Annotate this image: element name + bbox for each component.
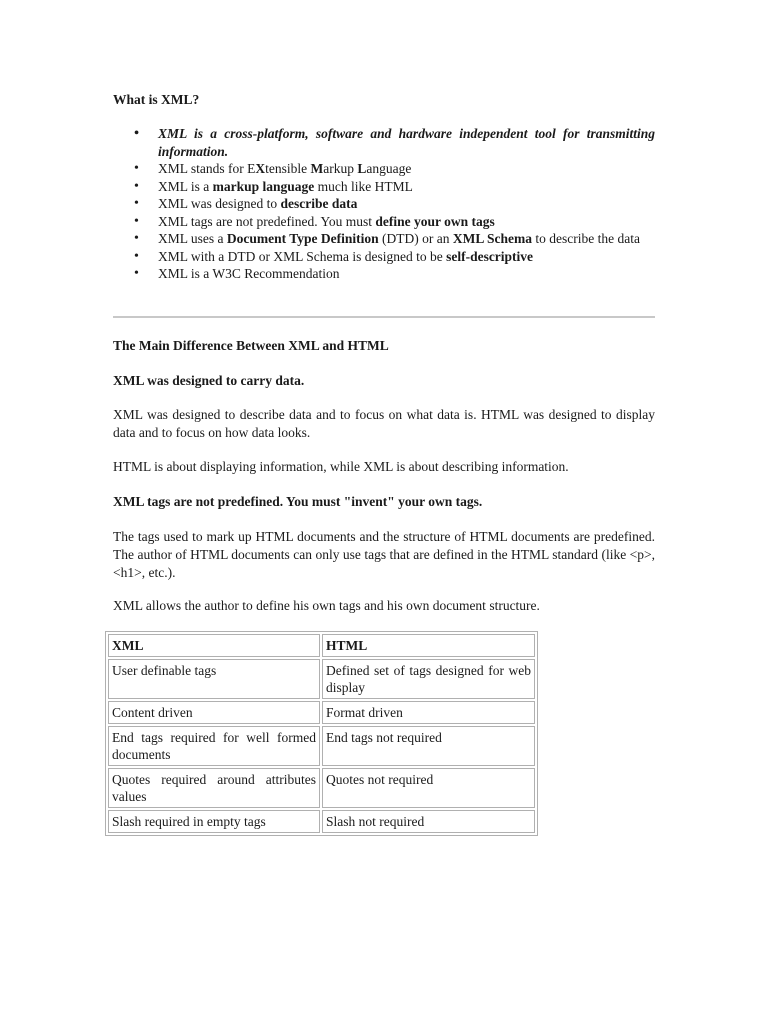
bullet-bold: M [310,161,324,176]
list-item [113,213,655,231]
table-row [108,810,535,833]
list-item [113,160,655,178]
bullet-text: arkup [323,161,358,176]
bullet-text: tensible [265,161,311,176]
section-heading-main-difference: The Main Difference Between XML and HTML [113,338,389,353]
table-cell: Slash not required [322,810,535,833]
list-item [113,125,655,160]
list-item [113,265,655,283]
table-cell: Quotes required around attributes values [108,768,320,808]
table-header-cell: XML [108,634,320,657]
bullet-bold: describe data [280,196,358,211]
list-item [113,230,655,248]
list-item [113,248,655,266]
table-row [108,768,535,808]
bullet-text: (DTD) or an [378,231,453,246]
bullet-bold: L [357,161,367,176]
table-header-row [108,634,535,657]
bullet-text: XML is a W3C Recommendation [158,266,340,281]
table-cell: Format driven [322,701,535,724]
table-header-cell: HTML [322,634,535,657]
comparison-table [105,631,538,836]
bullet-text: XML tags are not predefined. You must [158,213,376,229]
table-cell: End tags not required [322,726,535,766]
paragraph: XML allows the author to define his own tags and his own document structure. [113,598,540,613]
table-cell: User definable tags [108,659,320,699]
bullet-text: to describe the data [531,231,640,246]
bullet-text: XML was designed to [158,196,281,211]
table-cell: Slash required in empty tags [108,810,320,833]
list-item [113,195,655,213]
table-cell: Defined set of tags designed for web display [322,659,535,699]
table-cell: Quotes not required [322,768,535,808]
bullet-bold: X [255,161,266,176]
bullet-bold: define your own tags [375,213,495,229]
paragraph: HTML is about displaying information, while XML is about describing information. [113,459,569,474]
subheading-carry-data: XML was designed to carry data. [113,373,305,388]
bullet-text: XML is a cross-platform, software and hardware independent tool for transmitting information. [158,126,655,159]
bullet-text: anguage [366,161,412,176]
bullet-text: XML stands for E [158,161,256,176]
horizontal-divider [113,316,655,318]
paragraph: The tags used to mark up HTML documents and the structure of HTML documents are predefined. The author of HTML documents can only use tags that are defined in the HTML standard (like <p>, <h1>, etc.). [113,529,655,580]
paragraph: XML was designed to describe data and to focus on what data is. HTML was designed to display data and to focus on how data looks. [113,407,655,440]
bullet-bold: Document Type Definition [226,231,379,246]
table-row [108,726,535,766]
subheading-invent-tags: XML tags are not predefined. You must "invent" your own tags. [113,494,483,509]
table-cell: Content driven [108,701,320,724]
table-cell: End tags required for well formed documents [108,726,320,766]
list-item [113,178,655,196]
table-row [108,701,535,724]
bullet-text: XML is a [158,178,213,194]
bullet-bold: markup language [212,178,315,194]
bullet-text: much like HTML [314,178,413,194]
table-row [108,659,535,699]
xml-bullet-list [113,125,655,283]
section-heading-what-is-xml: What is XML? [113,92,200,107]
bullet-bold: XML Schema [452,231,532,246]
bullet-text: XML with a DTD or XML Schema is designed to be [158,248,447,264]
bullet-bold: self-descriptive [446,248,534,264]
bullet-text: XML uses a [158,231,227,246]
